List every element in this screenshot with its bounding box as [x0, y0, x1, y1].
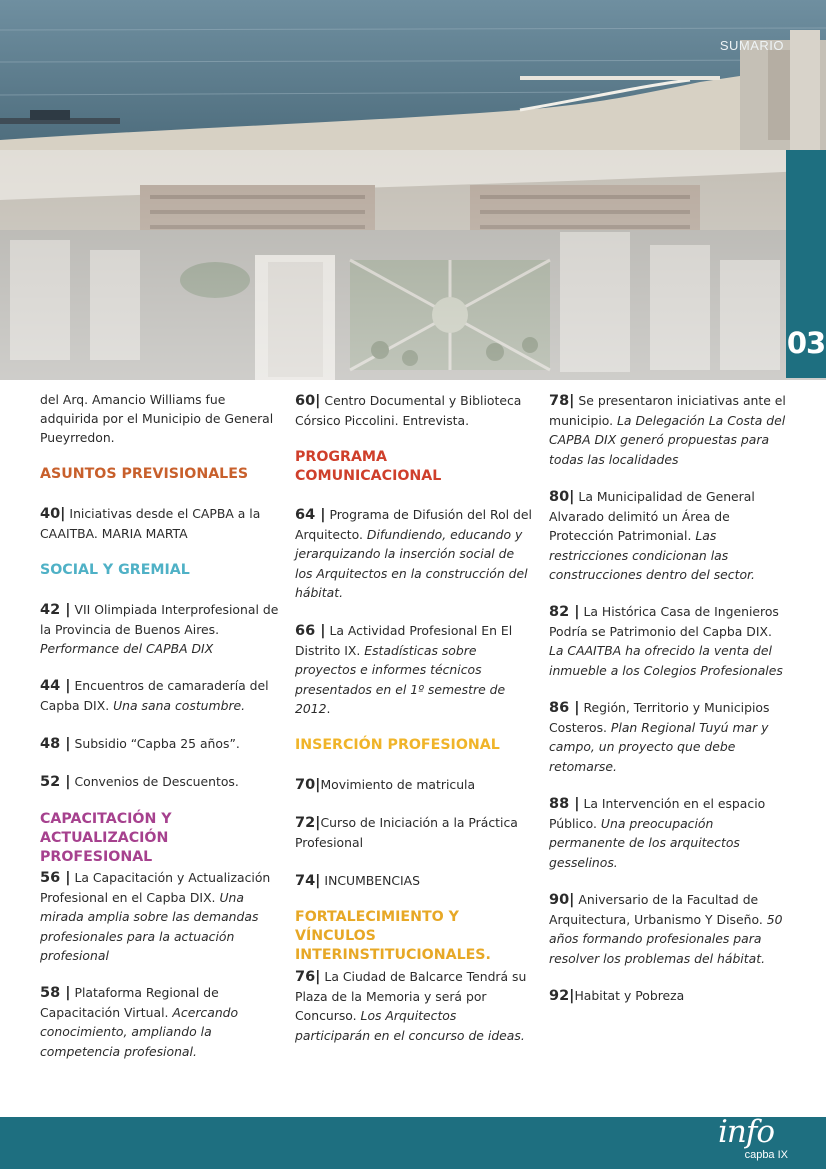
page-number: 03 — [786, 326, 826, 360]
entry-title: La Actividad Profesional En El Distrito IX. — [295, 623, 513, 659]
toc-entry-64[interactable] — [295, 505, 535, 602]
toc-entry-70[interactable] — [295, 775, 535, 795]
page-ref: 56 | — [40, 870, 71, 886]
footer-bar — [0, 1117, 826, 1169]
toc-entry-42[interactable] — [40, 600, 280, 659]
toc-entry-56[interactable] — [40, 868, 280, 965]
entry-subtitle: Performance del CAPBA DIX — [40, 641, 214, 657]
toc-entry-92[interactable] — [549, 986, 789, 1006]
toc-entry-40[interactable] — [40, 504, 280, 543]
toc-entry-88[interactable] — [549, 794, 789, 872]
page-ref: 90| — [549, 892, 575, 908]
page-ref: 66 | — [295, 623, 326, 639]
toc-entry-76[interactable] — [295, 967, 535, 1045]
page-ref: 44 | — [40, 678, 71, 694]
page-ref: 52 | — [40, 774, 71, 790]
page-ref: 72| — [295, 815, 321, 831]
entry-title: Aniversario de la Facultad de Arquitectura, Urbanismo Y Diseño. — [549, 892, 767, 928]
entry-title: Habitat y Pobreza — [574, 988, 685, 1003]
entry-title: Convenios de Descuentos. — [70, 774, 239, 789]
page-ref: 42 | — [40, 602, 71, 618]
entry-title: VII Olimpiada Interprofesional de la Provincia de Buenos Aires. — [40, 602, 279, 638]
section-heading-programa-comunicacional: PROGRAMA COMUNICACIONAL — [295, 449, 442, 485]
entry-title: La Histórica Casa de Ingenieros Podría se Patrimonio del Capba DIX. — [549, 604, 779, 640]
toc-entry-44[interactable] — [40, 676, 280, 715]
intro-text: del Arq. Amancio Williams fue adquirida por el Municipio de General Pueyrredon. — [40, 392, 274, 446]
entry-subtitle: Los Arquitectos participarán en el concurso de ideas. — [295, 1008, 525, 1043]
page-ref: 60| — [295, 393, 321, 409]
entry-title: INCUMBENCIAS — [320, 873, 421, 888]
entry-subtitle: Difundiendo, educando y jerarquizando la inserción social de los Arquitectos en la construcción del hábitat. — [295, 527, 528, 600]
section-heading-fortalecimiento: FORTALECIMIENTO Y VÍNCULOS INTERINSTITUCIONALES. — [295, 909, 491, 964]
page-ref: 70| — [295, 777, 321, 793]
entry-title: Curso de Iniciación a la Práctica Profesional — [295, 815, 518, 851]
toc-entry-74[interactable] — [295, 871, 535, 891]
page-ref: 40| — [40, 506, 66, 522]
page-ref: 76| — [295, 969, 321, 985]
page-ref: 58 | — [40, 985, 71, 1001]
page-ref: 88 | — [549, 796, 580, 812]
toc-entry-66[interactable] — [295, 621, 535, 718]
entry-subtitle: La Delegación La Costa del CAPBA DIX generó propuestas para todas las localidades — [549, 413, 786, 467]
entry-subtitle: Estadísticas sobre proyectos e informes técnicos presentados en el 1º semestre de 2012 — [295, 643, 506, 716]
page-ref: 92| — [549, 988, 575, 1004]
page-ref: 48 | — [40, 736, 71, 752]
page-number-tab — [786, 150, 826, 378]
entry-title: La Intervención en el espacio Público. — [549, 796, 766, 832]
hero-photo — [0, 0, 826, 380]
entry-title: Iniciativas desde el CAPBA a la CAAITBA. MARIA MARTA — [40, 506, 261, 542]
toc-entry-72[interactable] — [295, 813, 535, 852]
entry-title: Plataforma Regional de Capacitación Virtual. — [40, 985, 219, 1021]
brand-logo-subtitle: capba IX — [744, 1149, 788, 1161]
entry-title: Encuentros de camaradería del Capba DIX. — [40, 678, 269, 714]
page-ref: 82 | — [549, 604, 580, 620]
entry-title: La Ciudad de Balcarce Tendrá su Plaza de la Memoria y será por Concurso. — [295, 969, 527, 1024]
brand-logo-script: info — [717, 1114, 774, 1150]
entry-subtitle: 50 años formando profesionales para resolver los problemas del hábitat. — [549, 912, 783, 966]
toc-entry-52[interactable] — [40, 772, 280, 792]
section-heading-social-gremial: SOCIAL Y GREMIAL — [40, 562, 190, 578]
page-ref: 78| — [549, 393, 575, 409]
entry-title: Región, Territorio y Municipios Costeros. — [549, 700, 770, 736]
entry-subtitle: Una sana costumbre. — [113, 698, 246, 714]
page-ref: 74| — [295, 873, 321, 889]
section-heading-insercion-profesional: INSERCIÓN PROFESIONAL — [295, 737, 500, 753]
entry-subtitle: Las restricciones condicionan las construcciones dentro del sector. — [549, 528, 755, 582]
toc-entry-58[interactable] — [40, 983, 280, 1061]
entry-title: Programa de Difusión del Rol del Arquitecto. — [295, 507, 532, 543]
page-ref: 86 | — [549, 700, 580, 716]
toc-entry-60[interactable] — [295, 391, 535, 430]
toc-entry-78[interactable] — [549, 391, 789, 469]
entry-title: Centro Documental y Biblioteca Córsico Piccolini. Entrevista. — [295, 393, 522, 429]
entry-title: La Municipalidad de General Alvarado delimitó un Área de Protección Patrimonial. — [549, 489, 755, 544]
entry-title: La Capacitación y Actualización Profesional en el Capba DIX. — [40, 870, 271, 906]
entry-subtitle: Plan Regional Tuyú mar y campo, un proyecto que debe retomarse. — [549, 720, 769, 774]
entry-subtitle: Acercando conocimiento, ampliando la competencia profesional. — [40, 1005, 239, 1059]
toc-entry-82[interactable] — [549, 602, 789, 680]
entry-subtitle: Una preocupación permanente de los arquitectos gesselinos. — [549, 816, 740, 870]
entry-title: Se presentaron iniciativas ante el municipio. — [549, 393, 786, 429]
entry-subtitle: Una mirada amplia sobre las demandas profesionales para la actuación profesional — [40, 890, 259, 963]
section-heading-capacitacion: CAPACITACIÓN Y ACTUALIZACIÓN PROFESIONAL — [40, 811, 172, 866]
section-label: SUMARIO — [719, 38, 784, 53]
toc-entry-80[interactable] — [549, 487, 789, 584]
page-ref: 80| — [549, 489, 575, 505]
toc-entry-48[interactable] — [40, 734, 280, 754]
entry-subtitle: La CAAITBA ha ofrecido la venta del inmueble a los Colegios Profesionales — [549, 643, 783, 678]
coastal-city-aerial-image — [0, 0, 826, 380]
entry-title: Movimiento de matricula — [320, 777, 476, 792]
toc-entry-90[interactable] — [549, 890, 789, 968]
toc-entry-86[interactable] — [549, 698, 789, 776]
entry-tail: . — [326, 700, 331, 716]
entry-title: Subsidio “Capba 25 años”. — [70, 736, 240, 751]
page-ref: 64 | — [295, 507, 326, 523]
section-heading-asuntos-previsionales: ASUNTOS PREVISIONALES — [40, 466, 249, 482]
